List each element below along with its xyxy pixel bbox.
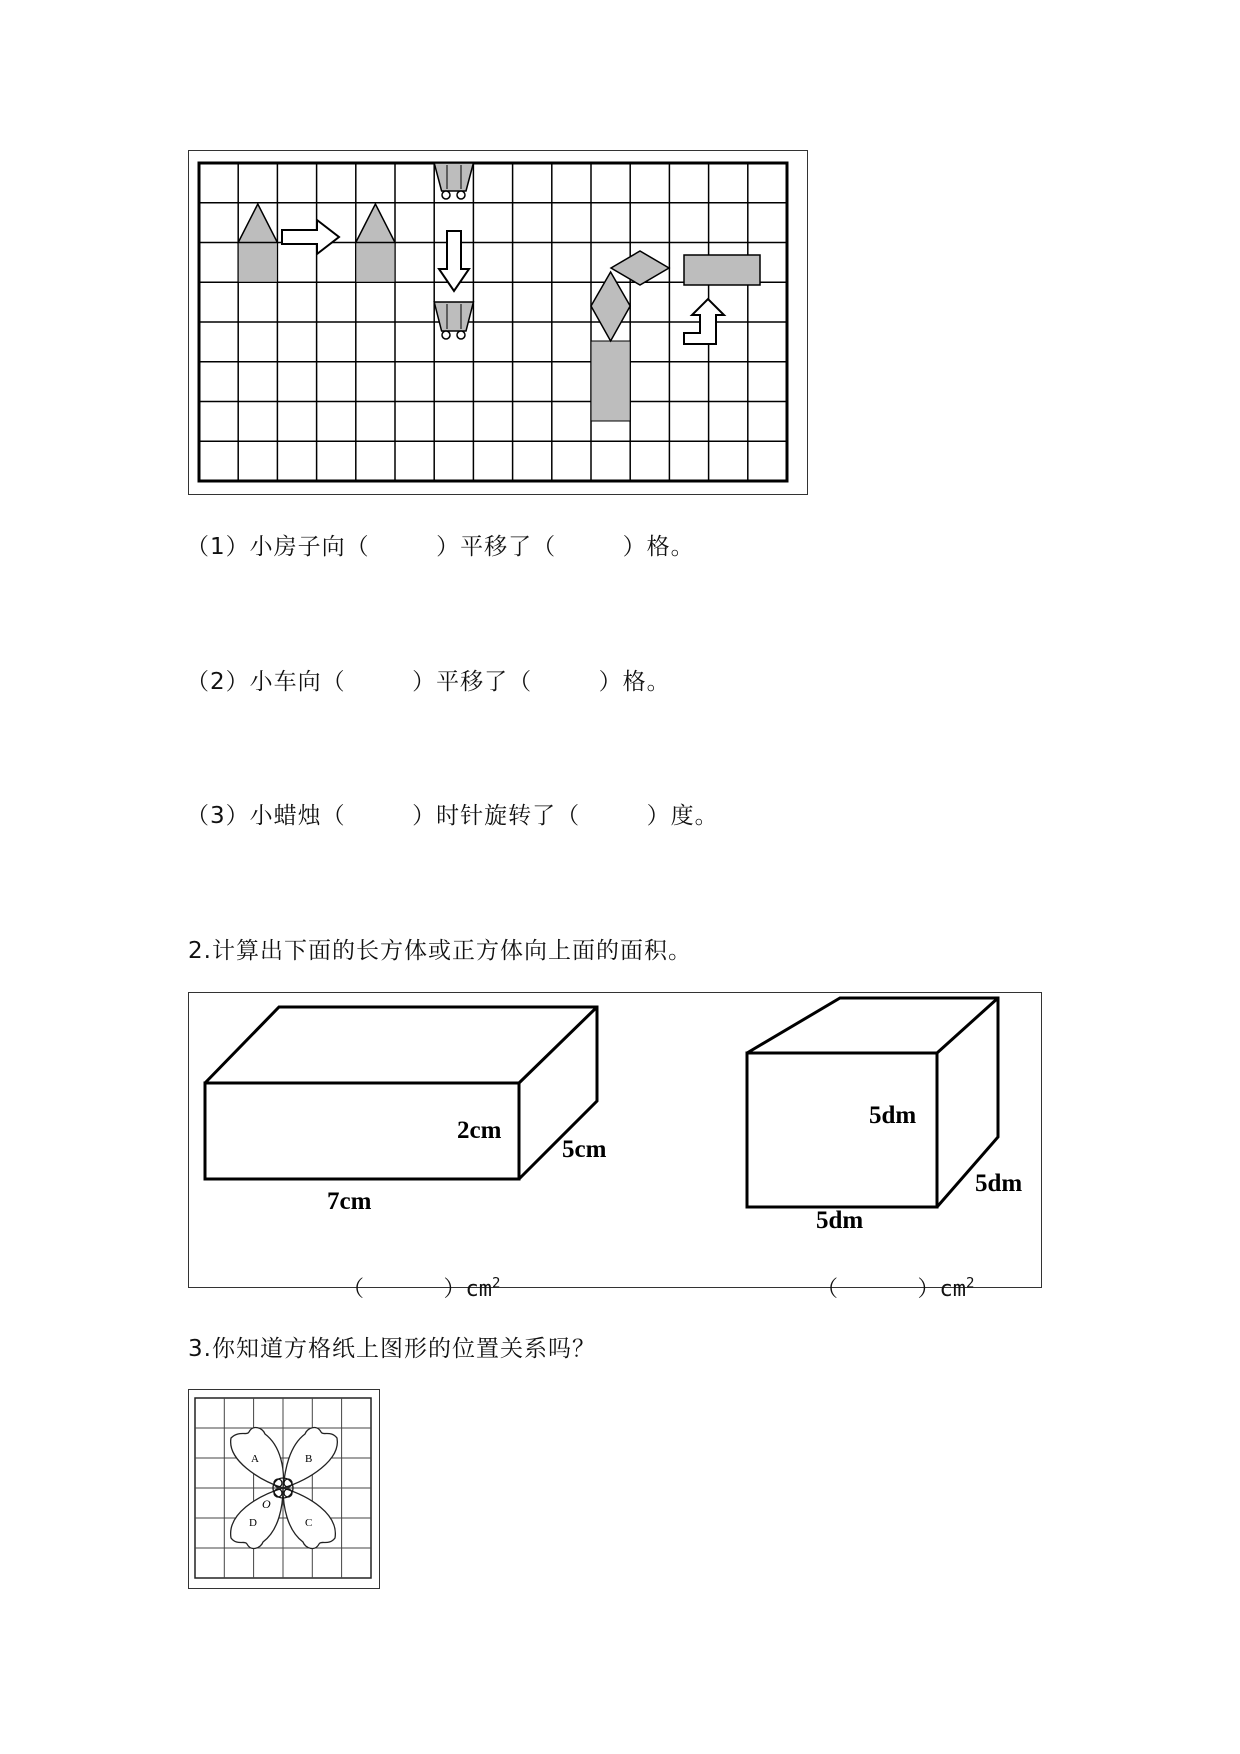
cuboid-height-label: 2cm [457,1117,502,1144]
house-original [238,204,277,282]
cuboid-depth-label: 5cm [562,1136,607,1163]
candle-original [591,272,630,421]
answer-left: （ ）$cm^2$ [341,1275,501,1302]
petal-label-d: D [249,1517,257,1529]
solids-svg [189,993,1040,1286]
translation-grid-svg [189,151,806,493]
cube-height-label: 5dm [869,1102,917,1129]
translation-grid-figure [188,150,808,495]
question-3-title: 3.你知道方格纸上图形的位置关系吗？ [188,1336,596,1362]
question-1-3: （3）小蜡烛（ ）时针旋转了（ ）度。 [186,803,719,829]
cuboid-length-label: 7cm [327,1188,372,1215]
petal-label-c: C [305,1517,313,1529]
question-1-1: （1）小房子向（ ）平移了（ ）格。 [186,534,695,560]
car-original [434,163,473,199]
cube-width-label: 5dm [816,1207,864,1234]
cube-depth-label: 5dm [975,1170,1023,1197]
question-1-2: （2）小车向（ ）平移了（ ）格。 [186,669,671,695]
petal-label-b: B [305,1453,313,1465]
house-translated [356,204,395,282]
center-label-o: O [262,1497,271,1511]
answer-right: （ ）$cm^2$ [815,1275,975,1302]
question-2-title: 2.计算出下面的长方体或正方体向上面的面积。 [188,938,692,964]
car-translated [434,302,473,339]
flower-grid-svg [189,1390,378,1587]
grid-lines [199,163,787,481]
cuboid-shape [205,1007,597,1179]
flower-grid-figure [188,1389,380,1589]
candle-rotated [611,251,760,285]
right-arrow-icon [282,220,339,254]
petal-label-a: A [251,1453,259,1465]
solids-figure [188,992,1042,1302]
